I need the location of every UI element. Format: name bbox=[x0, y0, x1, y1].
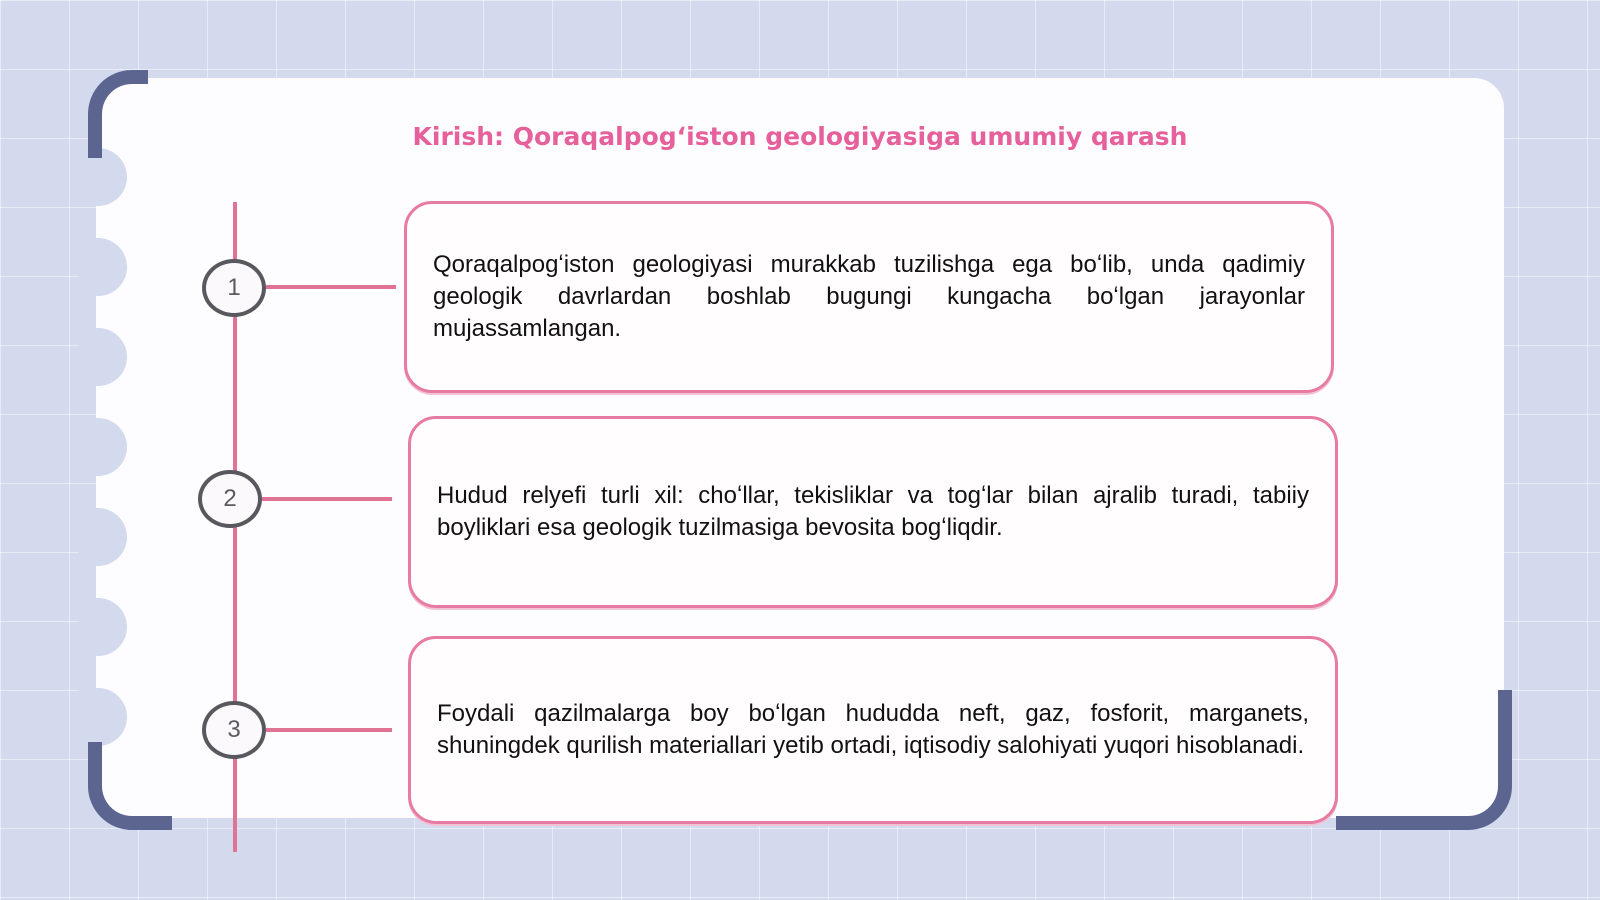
step-card-1 bbox=[404, 201, 1334, 393]
timeline-connector bbox=[266, 285, 396, 289]
timeline-connector bbox=[266, 728, 392, 732]
step-card-2 bbox=[408, 416, 1338, 608]
step-card-text: Foydali qazilmalarga boy boʻlgan hududda neft, gaz, fosforit, marganets, shuningdek qurilish materiallari yetib ortadi, iqtisodiy salohiyati yuqori hisoblanadi. bbox=[437, 700, 1309, 759]
corner-bracket-bottom-left bbox=[88, 742, 172, 830]
step-number-2: 2 bbox=[198, 470, 262, 528]
timeline-connector bbox=[262, 497, 392, 501]
step-number-3: 3 bbox=[202, 701, 266, 759]
step-card-3 bbox=[408, 636, 1338, 824]
step-number-1: 1 bbox=[202, 259, 266, 317]
step-card-text: Hudud relyefi turli xil: choʻllar, tekisliklar va togʻlar bilan ajralib turadi, tabiiy boyliklari esa geologik tuzilmasiga bevosita bogʻliqdir. bbox=[437, 482, 1309, 541]
step-card-text: Qoraqalpogʻiston geologiyasi murakkab tuzilishga ega boʻlib, unda qadimiy geologik davrlardan boshlab bugungi kungacha boʻlgan jarayonlar mujassamlangan. bbox=[433, 251, 1305, 342]
slide-title: Kirish: Qoraqalpogʻiston geologiyasiga umumiy qarash bbox=[412, 122, 1188, 151]
corner-bracket-bottom-right bbox=[1336, 690, 1512, 830]
